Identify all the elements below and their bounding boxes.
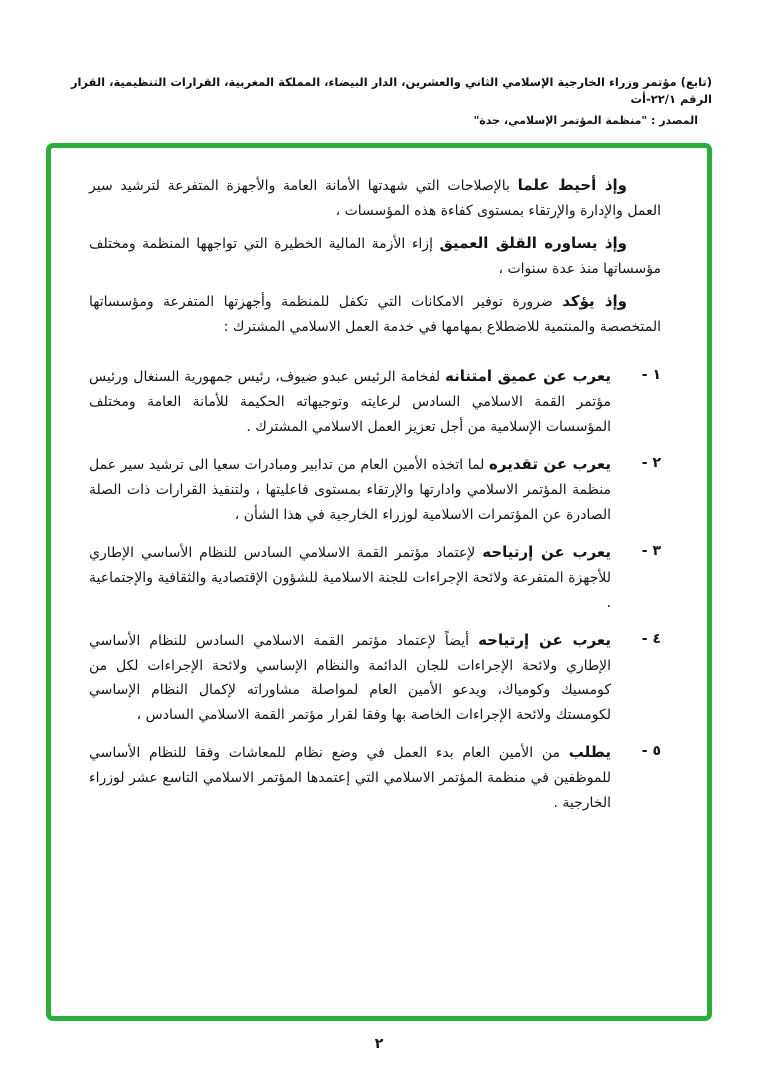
item-rest: لفخامة الرئيس عبدو ضيوف، رئيس جمهورية السنغال ورئيس مؤتمر القمة الاسلامي السادس لرعايته وتوجيهاته الحكيمة للأمانة العامة ومختلف المؤسسات الإسلامية من أجل تعزيز العمل الاسلامي المشترك . [89, 369, 611, 436]
resolution-body [89, 172, 661, 816]
item-text [89, 451, 611, 528]
resolution-item-3 [89, 539, 661, 616]
item-lead: يعرب عن إرتياحه [482, 542, 612, 561]
item-rest: لإعتماد مؤتمر القمة الاسلامي السادس للنظام الأساسي الإطاري للأجهزة المتفرعة ولائحة الإجراءات للجنة الاسلامية للشؤون الإقتصادية والثقافية والإجتماعية . [89, 544, 611, 611]
preamble-text: ضرورة توفير الامكانات التي تكفل للمنظمة وأجهزتها المتفرعة ومؤسساتها المتخصصة والمنتمية للاضطلاع بمهامها في خدمة العمل الاسلامي المشترك : [89, 293, 661, 335]
item-lead: يعرب عن إرتياحه [478, 630, 612, 649]
item-rest: لما اتخذه الأمين العام من تدابير ومبادرات سعيا الى ترشيد سير عمل منظمة المؤتمر الاسلامي وادارتها والإرتقاء بمستوى فاعليتها ، ولتنفيذ القرارات ذات الصلة الصادرة عن المؤتمرات الاسلامية لوزراء الخارجية في هذا الشأن ، [89, 457, 611, 523]
preamble-lead: وإذ أحيط علما [517, 176, 627, 194]
preamble-text: بالإصلاحات التي شهدتها الأمانة العامة والأجهزة المتفرعة لترشيد سير العمل والإدارة والإرتقاء بمستوى كفاءة هذه المؤسسات ، [89, 178, 661, 219]
preamble-lead: وإذ يؤكد [562, 291, 627, 310]
item-text [89, 739, 611, 816]
resolution-item-4 [89, 627, 661, 729]
resolution-items-list [89, 363, 661, 816]
resolution-item-5 [89, 739, 661, 816]
item-text [89, 627, 611, 729]
item-number: ٤ - [641, 630, 661, 647]
preamble-paragraph [89, 172, 661, 224]
item-number: ٣ - [641, 542, 661, 559]
preamble-text: إزاء الأزمة المالية الخطيرة التي تواجهها المنظمة ومختلف مؤسساتها منذ عدة سنوات ، [89, 235, 661, 277]
item-text [89, 363, 611, 440]
header-citation-line: (تابع) مؤتمر وزراء الخارجية الإسلامي الثاني والعشرين، الدار البيضاء، المملكة المغربية، القرارات التنظيمية، القرار الرقم ٢٢/١-أت [70, 75, 712, 107]
header-source-line: المصدر : "منظمة المؤتمر الإسلامي، جدة" [473, 113, 698, 127]
resolution-item-2 [89, 451, 661, 528]
preamble-paragraph [89, 230, 661, 282]
item-lead: يعرب عن تقديره [489, 455, 611, 474]
item-number: ٥ - [641, 743, 661, 760]
item-rest: من الأمين العام بدء العمل في وضع نظام للمعاشات وفقا للنظام الأساسي للموظفين في منظمة المؤتمر الاسلامي التي إعتمدها المؤتمر الاسلامي التاسع عشر لوزراء الخارجية . [89, 745, 611, 812]
resolution-frame [46, 143, 712, 1021]
item-lead: يطلب [568, 743, 611, 762]
page-number: ٢ [374, 1036, 384, 1052]
resolution-item-1 [89, 363, 661, 440]
item-number: ١ - [641, 367, 661, 384]
preamble-lead: وإذ يساوره القلق العميق [439, 233, 628, 252]
item-text [89, 539, 611, 616]
item-lead: يعرب عن عميق امتنانه [444, 367, 611, 386]
preamble-paragraph [89, 288, 661, 340]
item-number: ٢ - [641, 455, 661, 472]
item-rest: أيضاً لإعتماد مؤتمر القمة الاسلامي السادس للنظام الأساسي الإطاري ولائحة الإجراءات للجان الدائمة والنظام الإساسي ولائحة الإجراءات لكل من كومسيك وكومياك، ويدعو الأمين العام لمواصلة مشاوراته لإكمال النظام الإساسي لكومستك ولائحة الإجراءات الخاصة بها وفقا لقرار مؤتمر القمة الاسلامي السادس ، [89, 632, 611, 724]
document-header [46, 74, 712, 129]
